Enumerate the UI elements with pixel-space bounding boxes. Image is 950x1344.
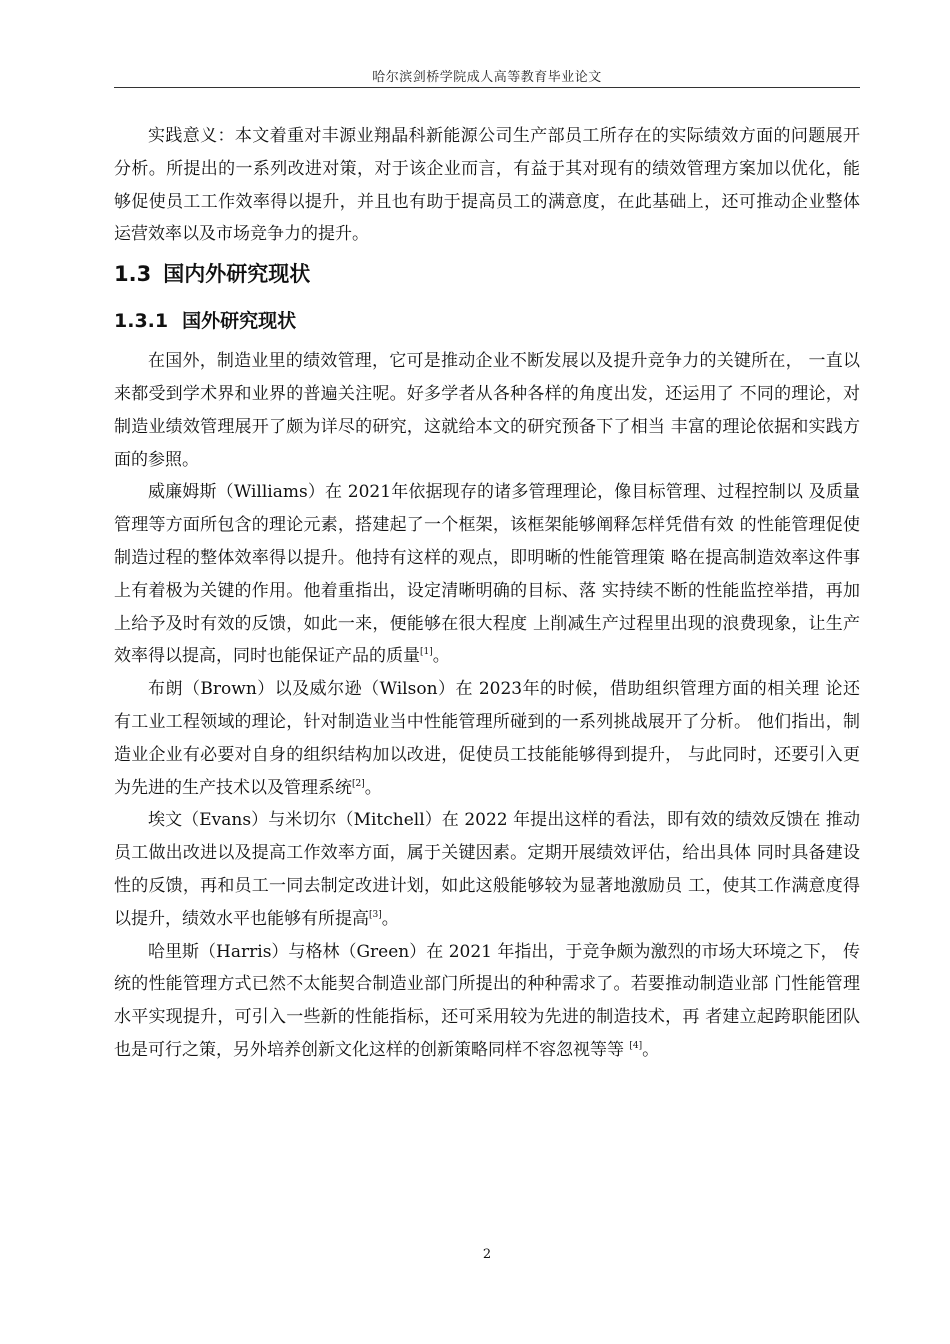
section-heading-1-3 — [114, 251, 860, 297]
paragraph-text: 哈里斯（Harris）与格林（Green）在 2021 年指出，于竞争颇为激烈的市场大环境之下， 传统的性能管理方式已然不太能契合制造业部门所提出的种种需求了。若要推动制造业部 门性能管理水平实现提升，可引入一些新的性能指标，还可采用较为先进的制造技术，再 者建立起跨职能团队也是可行之策，另外培养创新文化这样的创新策略同样不容忽视等等 — [114, 941, 860, 1060]
paragraph-harris-green — [114, 936, 860, 1067]
paragraph-text: 布朗（Brown）以及威尔逊（Wilson）在 2023年的时候，借助组织管理方面的相关理 论还有工业工程领域的理论，针对制造业当中性能管理所碰到的一系列挑战展开了分析。 他们指出，制造业企业有必要对自身的组织结构加以改进，促使员工技能能够得到提升， 与此同时，还要引入更为先进的生产技术以及管理系统 — [114, 679, 860, 798]
paragraph-end: 。 — [432, 646, 450, 667]
paragraph-evans-mitchell — [114, 804, 860, 935]
paragraph-practical-significance: 实践意义：本文着重对丰源业翔晶科新能源公司生产部员工所存在的实际绩效方面的问题展开分析。所提出的一系列改进对策，对于该企业而言，有益于其对现有的绩效管理方案加以优化，能够促使员工工作效率得以提升，并且也有助于提高员工的满意度，在此基础上，还可推动企业整体运营效率以及市场竞争力的提升。 — [114, 126, 860, 245]
paragraph-williams — [114, 476, 860, 673]
page-number: 2 — [482, 1247, 492, 1262]
header-rule — [114, 87, 860, 88]
citation-ref: [3] — [369, 909, 382, 920]
paragraph-end: 。 — [381, 908, 399, 929]
citation-ref: [4] — [629, 1040, 643, 1051]
section-title: 国内外研究现状 — [163, 262, 311, 287]
subsection-heading-1-3-1 — [114, 297, 860, 345]
running-header: 哈尔滨剑桥学院成人高等教育毕业论文 — [372, 70, 602, 85]
subsection-title: 国外研究现状 — [182, 310, 297, 333]
page-body — [114, 120, 860, 1067]
paragraph-end: 。 — [364, 777, 382, 798]
paragraph-brown-wilson — [114, 673, 860, 804]
citation-ref: [1] — [420, 647, 433, 658]
section-number: 1.3 — [114, 262, 152, 287]
paragraph-text: 威廉姆斯（Williams）在 2021年依据现存的诸多管理理论，像目标管理、过程控制以 及质量管理等方面所包含的理论元素，搭建起了一个框架，该框架能够阐释怎样凭借有效 的性能管理促使制造过程的整体效率得以提升。他持有这样的观点，即明晰的性能管理策 略在提高制造效率这件事上有着极为关键的作用。他着重指出，设定清晰明确的目标、落 实持续不断的性能监控举措，再加上给予及时有效的反馈，如此一来，便能够在很大程度 上削减生产过程里出现的浪费现象，让生产效率得以提高，同时也能保证产品的质量 — [114, 482, 860, 667]
paragraph-foreign-intro: 在国外，制造业里的绩效管理，它可是推动企业不断发展以及提升竞争力的关键所在， 一直以来都受到学术界和业界的普遍关注呢。好多学者从各种各样的角度出发，还运用了 不同的理论，对制造业绩效管理展开了颇为详尽的研究，这就给本文的研究预备下了相当 丰富的理论依据和实践方面的参照。 — [114, 351, 860, 470]
paragraph-text: 埃文（Evans）与米切尔（Mitchell）在 2022 年提出这样的看法，即有效的绩效反馈在 推动员工做出改进以及提高工作效率方面，属于关键因素。定期开展绩效评估，给出具体 同时具备建设性的反馈，再和员工一同去制定改进计划，如此这般能够较为显著地激励员 工，使其工作满意度得以提升，绩效水平也能够有所提高 — [114, 810, 861, 929]
paragraph-end: 。 — [642, 1039, 660, 1060]
subsection-number: 1.3.1 — [114, 310, 169, 333]
citation-ref: [2] — [352, 778, 365, 789]
